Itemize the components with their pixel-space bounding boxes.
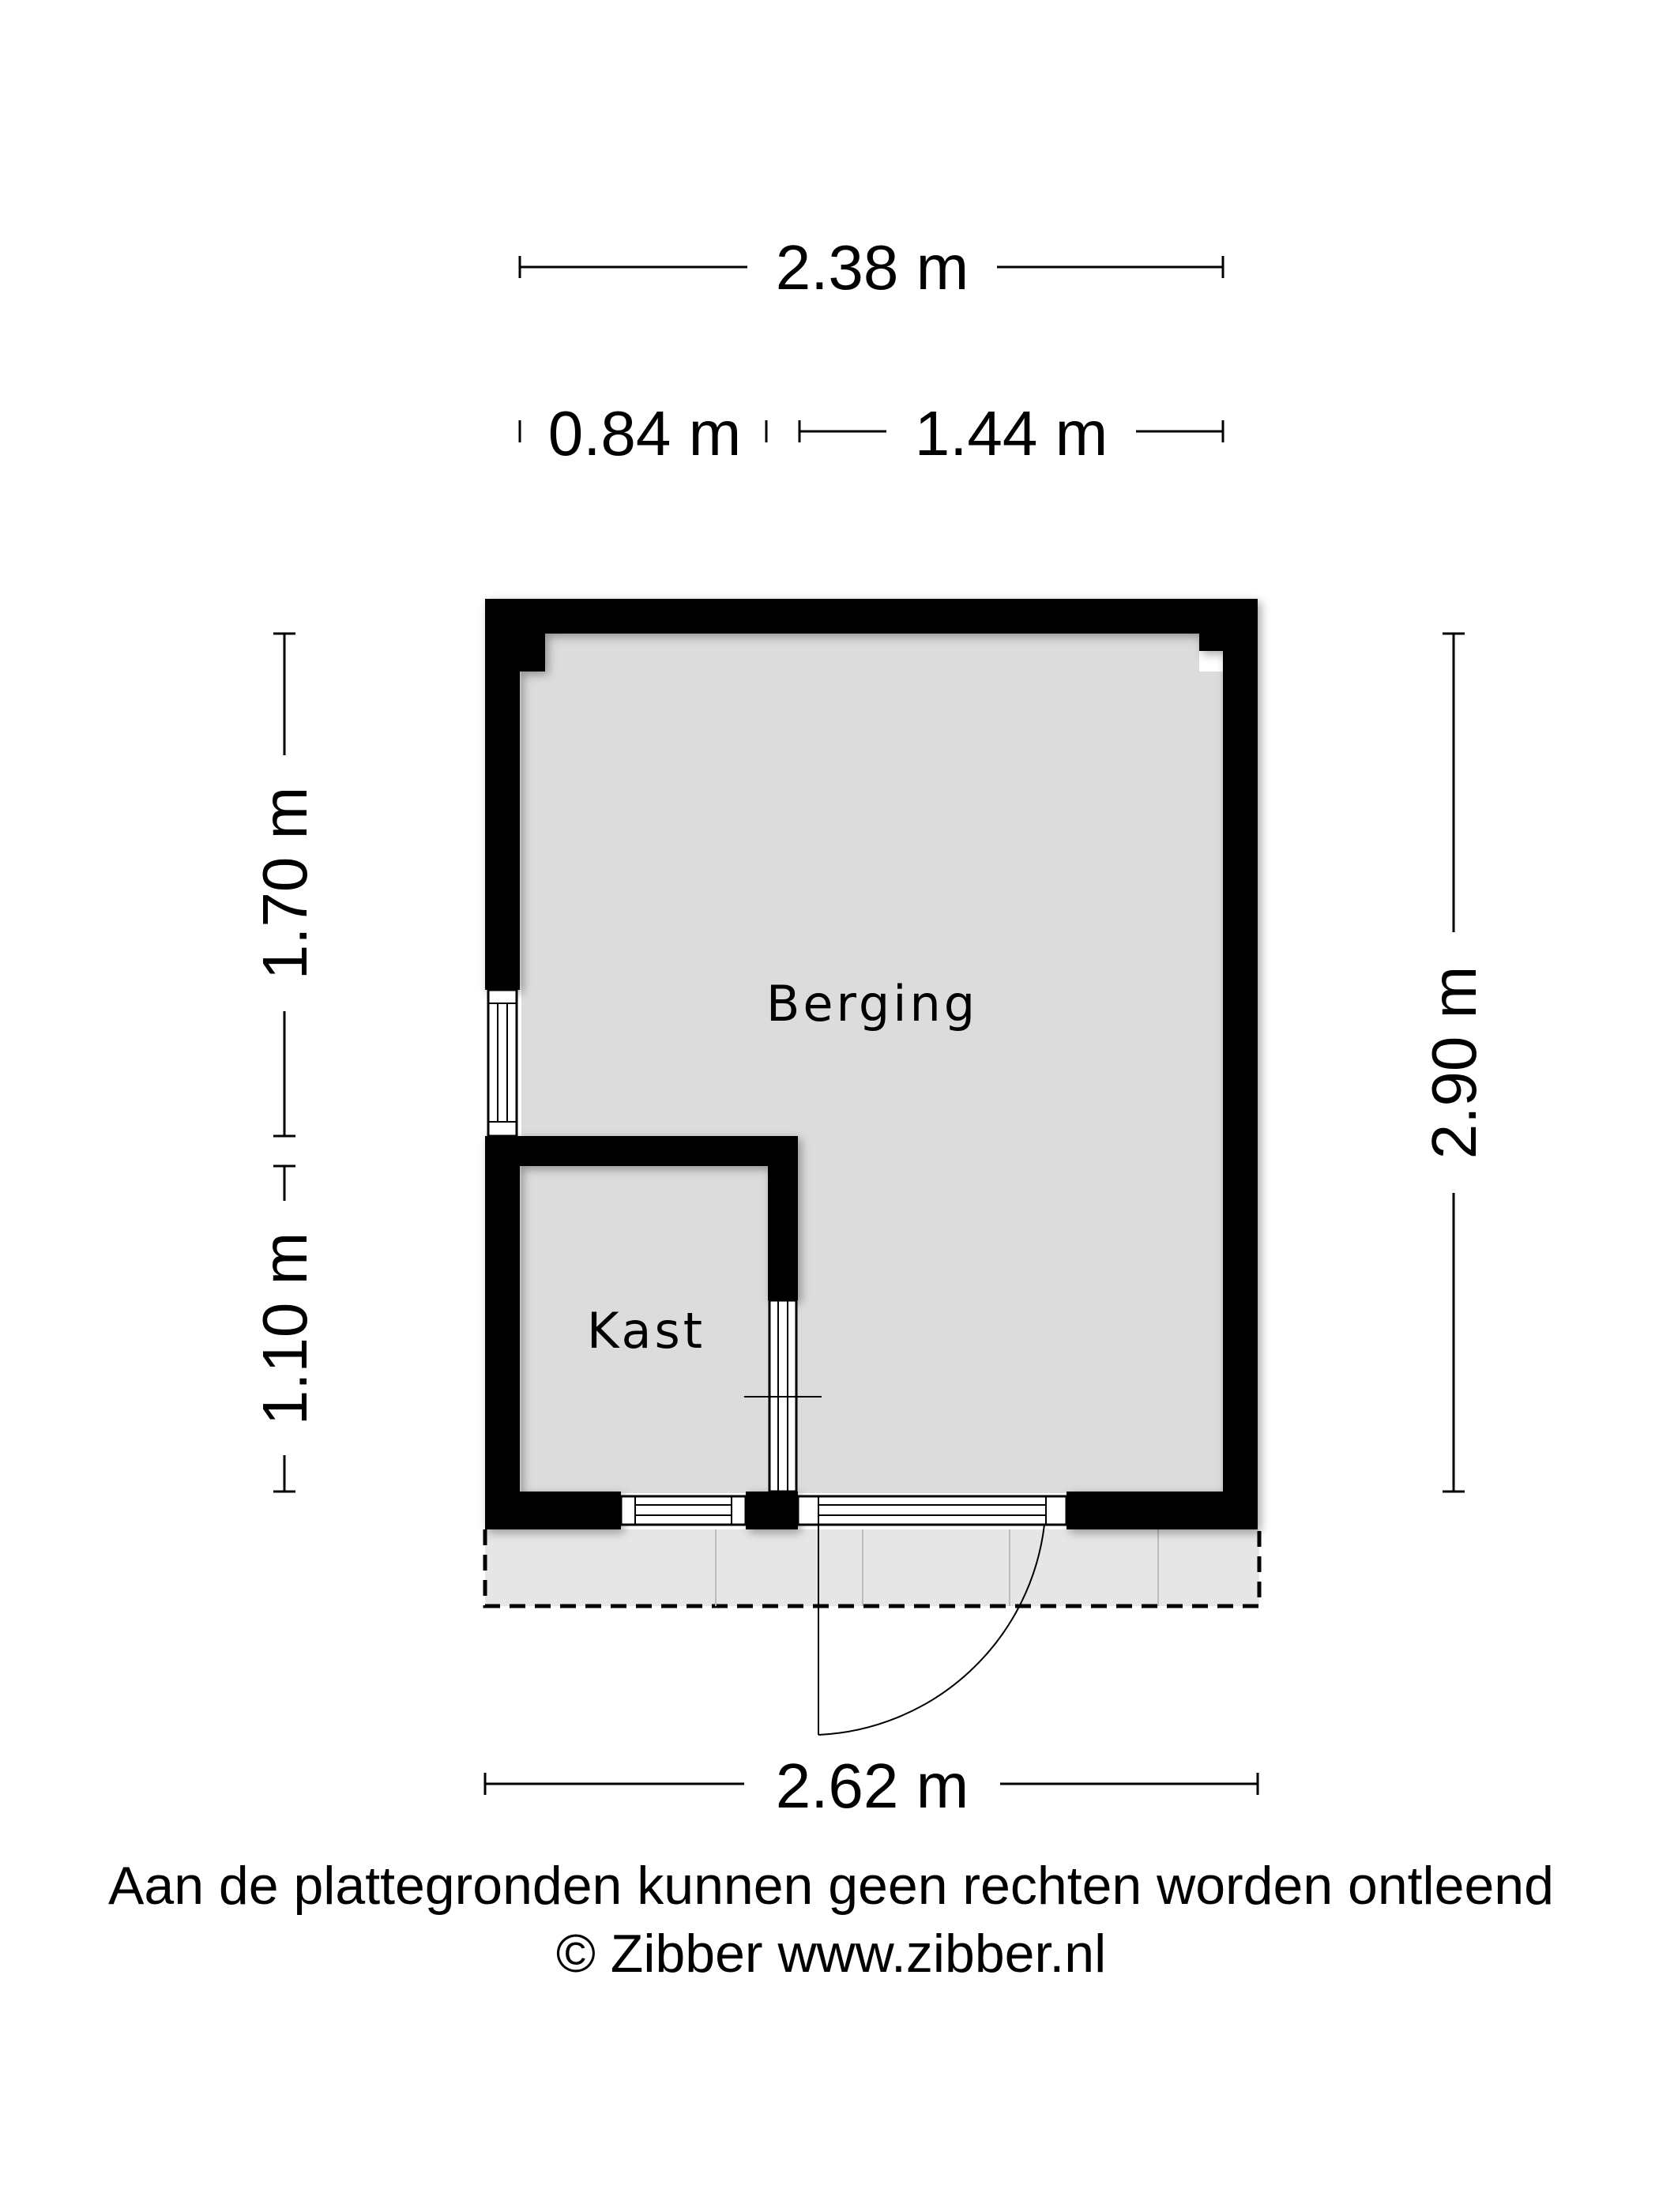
dim-bottom-total: 2.62 m (775, 1751, 969, 1821)
dim-top-total: 2.38 m (775, 232, 969, 303)
footer-copyright: © Zibber www.zibber.nl (555, 1924, 1107, 1984)
dim-right-total: 2.90 m (1419, 965, 1489, 1160)
left-window (488, 990, 517, 1136)
room-label-berging: Berging (766, 975, 979, 1033)
dim-left-lower: 1.10 m (250, 1232, 320, 1426)
dim-top-right: 1.44 m (914, 398, 1108, 468)
dim-left-upper: 1.70 m (250, 786, 320, 980)
dim-top-left: 0.84 m (547, 398, 742, 468)
bottom-left-window (621, 1496, 746, 1525)
terrace (485, 1529, 1259, 1606)
footer-disclaimer: Aan de plattegronden kunnen geen rechten worden ontleend (108, 1856, 1554, 1916)
room-label-kast: Kast (586, 1302, 706, 1360)
floor (521, 634, 1223, 1493)
